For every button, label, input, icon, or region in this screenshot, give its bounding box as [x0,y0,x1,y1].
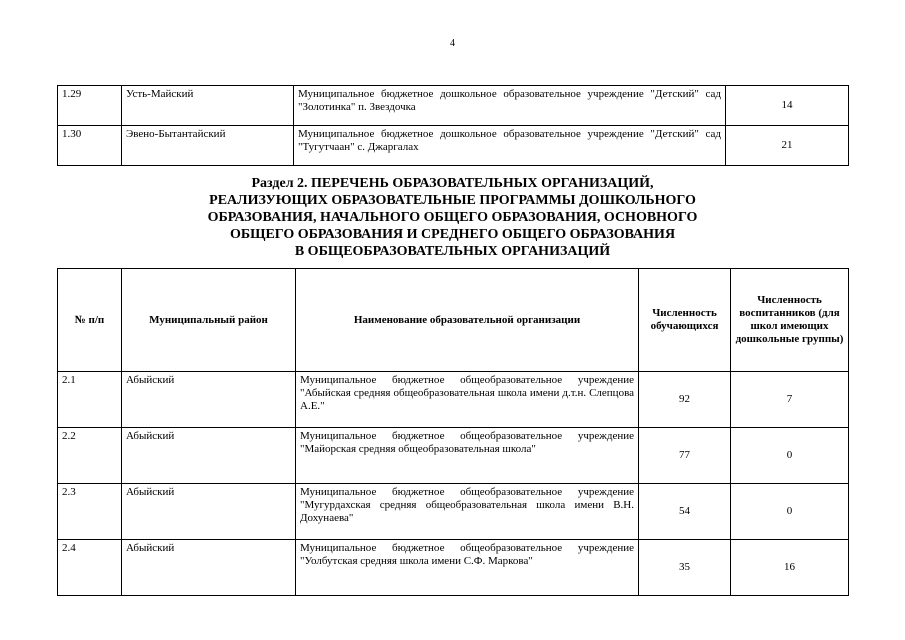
organization-cell: Муниципальное бюджетное общеобразовательное учреждение "Абыйская средняя общеобразовательная школа имени д.т.н. Слепцова А.Е." [296,372,639,428]
organization-cell: Муниципальное бюджетное общеобразовательное учреждение "Майорская средняя общеобразовательная школа" [296,428,639,484]
preschool-cell: 0 [731,484,849,540]
students-cell: 92 [639,372,731,428]
students-cell: 77 [639,428,731,484]
district-cell: Абыйский [122,372,296,428]
top-table [57,85,849,166]
district-cell: Абыйский [122,428,296,484]
district-cell: Эвено-Бытантайский [122,126,294,166]
district-cell: Усть-Майский [122,86,294,126]
row-number: 1.30 [58,126,122,166]
district-cell: Абыйский [122,540,296,596]
district-cell: Абыйский [122,484,296,540]
preschool-cell: 16 [731,540,849,596]
table-row [58,540,849,596]
table-row [58,428,849,484]
table-row [58,86,849,126]
page-number: 4 [450,38,455,49]
table-header-row [58,269,849,372]
organization-cell: Муниципальное бюджетное дошкольное образовательное учреждение "Детский" сад "Тугутчаан" с. Джаргалах [294,126,726,166]
row-number: 2.4 [58,540,122,596]
table-row [58,126,849,166]
header-preschool: Численность воспитанников (для школ имеющих дошкольные группы) [731,269,849,372]
row-number: 2.2 [58,428,122,484]
header-students: Численность обучающихся [639,269,731,372]
header-organization: Наименование образовательной организации [296,269,639,372]
organization-cell: Муниципальное бюджетное общеобразовательное учреждение "Мугурдахская средняя общеобразовательная школа имени В.Н. Дохунаева" [296,484,639,540]
count-cell: 14 [726,86,849,126]
section-title-line: ОБЩЕГО ОБРАЗОВАНИЯ И СРЕДНЕГО ОБЩЕГО ОБРАЗОВАНИЯ [229,227,676,242]
section-title-line: РЕАЛИЗУЮЩИХ ОБРАЗОВАТЕЛЬНЫЕ ПРОГРАММЫ ДОШКОЛЬНОГО [209,193,696,208]
header-district: Муниципальный район [122,269,296,372]
organization-cell: Муниципальное бюджетное общеобразовательное учреждение "Уолбутская средняя школа имени С.Ф. Маркова" [296,540,639,596]
row-number: 2.1 [58,372,122,428]
students-cell: 54 [639,484,731,540]
count-cell: 21 [726,126,849,166]
preschool-cell: 0 [731,428,849,484]
row-number: 2.3 [58,484,122,540]
header-num: № п/п [58,269,122,372]
row-number: 1.29 [58,86,122,126]
organization-cell: Муниципальное бюджетное дошкольное образовательное учреждение "Детский" сад "Золотинка" п. Звездочка [294,86,726,126]
section-title-line: Раздел 2. ПЕРЕЧЕНЬ ОБРАЗОВАТЕЛЬНЫХ ОРГАНИЗАЦИЙ, [251,176,654,191]
table-row [58,484,849,540]
organizations-table [57,268,849,596]
table-row [58,372,849,428]
section-title-line: В ОБЩЕОБРАЗОВАТЕЛЬНЫХ ОРГАНИЗАЦИЙ [294,244,611,259]
students-cell: 35 [639,540,731,596]
preschool-cell: 7 [731,372,849,428]
section-title-line: ОБРАЗОВАНИЯ, НАЧАЛЬНОГО ОБЩЕГО ОБРАЗОВАНИЯ, ОСНОВНОГО [207,210,698,225]
section-title [140,175,765,260]
